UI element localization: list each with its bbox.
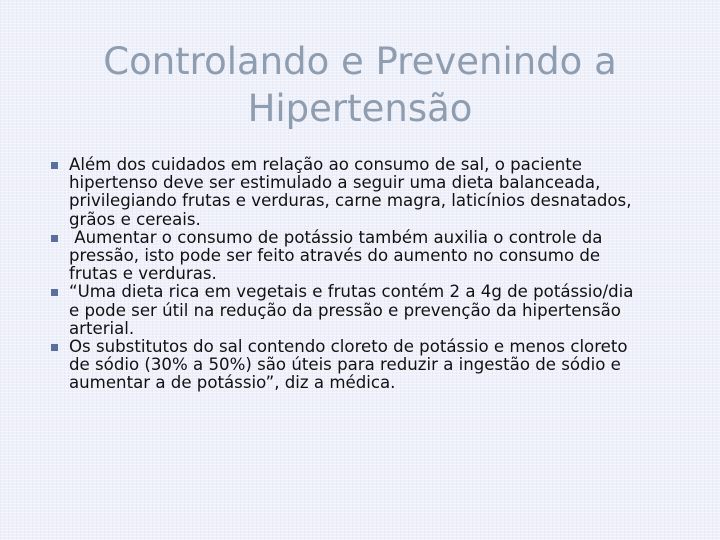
bullet-line: Além dos cuidados em relação ao consumo de sal, o paciente [69,155,583,174]
square-bullet-icon [51,235,58,242]
bullet-line: privilegiando frutas e verduras, carne magra, laticínios desnatados, [69,191,632,211]
bullet-line: e pode ser útil na redução da pressão e prevenção da hipertensão [69,300,621,320]
bullet-line: de sódio (30% a 50%) são úteis para reduzir a ingestão de sódio e [69,355,621,375]
bullet-line: “Uma dieta rica em vegetais e frutas contém 2 a 4g de potássio/dia [69,282,634,302]
slide-title-line-2: Hipertensão [247,87,473,130]
bullet-line: Os substitutos do sal contendo cloreto de potássio e menos cloreto [69,337,628,357]
square-bullet-icon [51,162,58,169]
bullet-line: Aumentar o consumo de potássio também auxilia o controle da [69,227,603,247]
bullet-line: aumentar a de potássio”, diz a médica. [69,373,396,393]
bullet-item-diet [51,156,676,229]
square-bullet-icon [51,344,58,351]
bullet-item-quote-diet [51,283,676,338]
slide-title [60,38,660,132]
bullet-list [51,156,676,393]
square-bullet-icon [51,289,58,296]
bullet-line: pressão, isto pode ser feito através do aumento no consumo de [69,246,601,266]
bullet-line: grãos e cereais. [69,209,201,229]
bullet-item-potassium [51,229,676,284]
bullet-line: hipertenso deve ser estimulado a seguir uma dieta balanceada, [69,173,601,193]
slide-title-line-1: Controlando e Prevenindo a [103,40,617,83]
bullet-line: arterial. [69,318,135,338]
bullet-item-salt-substitutes [51,338,676,393]
bullet-line: frutas e verduras. [69,264,217,284]
